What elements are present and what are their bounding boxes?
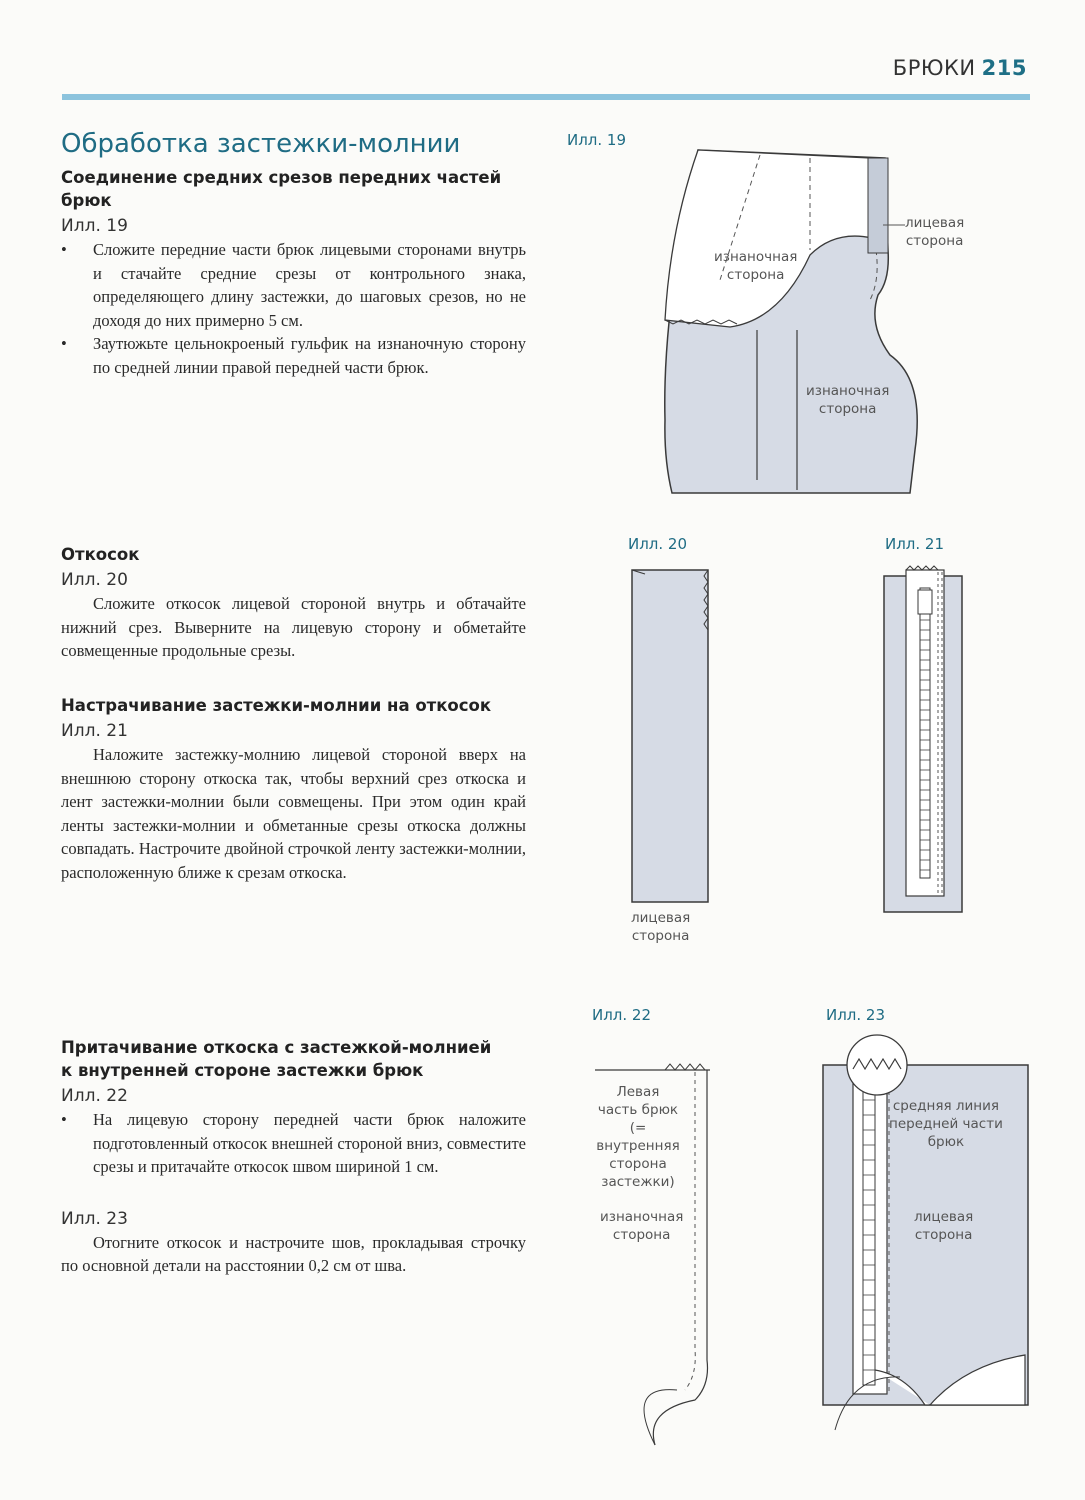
figure-caption: Илл. 22 <box>592 1006 652 1024</box>
label-line: застежки) <box>601 1174 675 1190</box>
figure-caption: Илл. 23 <box>826 1006 886 1024</box>
paragraph: Отогните откосок и настрочите шов, прокладывая строчку по основной детали на расстоянии 0,2 см от шва. <box>61 1232 526 1275</box>
section-heading: Соединение средних срезов передних частей брюк <box>61 168 502 210</box>
figure-label <box>889 1097 1003 1151</box>
label-line: сторона <box>905 233 964 249</box>
label-line: сторона <box>609 1156 667 1172</box>
section-heading: Притачивание откоска с застежкой-молнией <box>61 1038 492 1057</box>
label-line: сторона <box>914 1227 973 1243</box>
ill-ref: Илл. 23 <box>61 1208 128 1229</box>
facing-strip <box>632 570 708 902</box>
bullet-list <box>61 1108 526 1179</box>
label-line: передней части <box>889 1116 1003 1132</box>
bullet-list <box>61 238 526 379</box>
figure-label <box>905 214 964 250</box>
paragraph: Наложите застежку-молнию лицевой стороной вверх на внешнюю сторону откоска так, чтобы верхний срез откоска и лент застежки-молнии были совмещены. При этом один край ленты застежки-молнии и обметанные срезы откоска должны совпадать. Настрочите двойной строчкой ленту застежки-молнии, расположенную ближе к срезам откоска. <box>61 745 526 882</box>
label-line: изнаночная <box>714 249 798 265</box>
label-line: сторона <box>818 401 877 417</box>
label-line: брюк <box>927 1134 965 1150</box>
paragraph: Сложите откосок лицевой стороной внутрь и обтачайте нижний срез. Выверните на лицевую сторону и обметайте совмещенные продольные срезы. <box>61 594 526 660</box>
figure-label <box>714 248 797 284</box>
bullet-item: • Сложите передние части брюк лицевыми сторонами внутрь и стачайте средние срезы от контрольного знака, определяющего длину застежки, до шаговых срезов, но не доходя до них примерно 5 см. <box>61 238 526 332</box>
label-line: лицевая <box>905 215 965 231</box>
figure-label <box>588 1083 688 1191</box>
section-heading: к внутренней стороне застежки брюк <box>61 1061 424 1080</box>
label-line: сторона <box>631 928 690 944</box>
label-line: часть брюк <box>597 1102 679 1118</box>
page-title: Обработка застежки-молнии <box>61 129 461 159</box>
section-name: БРЮКИ <box>892 56 976 80</box>
zipper-teeth <box>920 588 930 878</box>
ill-ref: Илл. 22 <box>61 1086 128 1106</box>
ill-ref: Илл. 20 <box>61 570 128 590</box>
header-rule <box>62 94 1030 100</box>
ill-ref: Илл. 19 <box>61 216 128 236</box>
label-line: сторона <box>612 1227 671 1243</box>
section-seam <box>61 166 526 379</box>
figure-label <box>600 1208 683 1244</box>
page-number: 215 <box>981 56 1027 80</box>
label-line: лицевая <box>914 1209 974 1225</box>
section-heading: Настрачивание застежки-молнии на откосок <box>61 696 492 715</box>
label-line: изнаночная <box>806 383 890 399</box>
ill-ref: Илл. 21 <box>61 721 128 741</box>
section-heading: Откосок <box>61 545 140 564</box>
seam-curve <box>644 1390 677 1445</box>
zipper-slider <box>918 590 932 614</box>
bullet-item: • Заутюжьте цельнокроеный гульфик на изнаночную сторону по средней линии правой передней части брюк. <box>61 332 526 379</box>
label-line: средняя линия <box>892 1098 999 1114</box>
facing-illustration <box>625 560 715 908</box>
section-zipper-stitch <box>61 694 526 884</box>
figure-label <box>806 382 889 418</box>
label-line: сторона <box>726 267 785 283</box>
running-head <box>893 56 1027 80</box>
figure-label <box>914 1208 973 1244</box>
waistband-facing <box>868 158 888 253</box>
figure-label <box>631 909 690 945</box>
trousers-front-illustration <box>640 130 970 500</box>
section-facing <box>61 543 526 663</box>
label-line: лицевая <box>631 910 691 926</box>
label-line: (= внутренняя <box>596 1120 680 1154</box>
overlock-edge <box>665 1064 705 1070</box>
figure-caption: Илл. 19 <box>567 131 627 149</box>
label-line: Левая <box>616 1084 660 1100</box>
label-line: изнаночная <box>600 1209 684 1225</box>
section-attach-facing <box>61 1036 526 1278</box>
bullet-item: • На лицевую сторону передней части брюк наложите подготовленный откосок внешней стороной вниз, совместите срезы и притачайте откосок швом шириной 1 см. <box>61 1108 526 1179</box>
figure-caption: Илл. 21 <box>885 535 945 553</box>
zipper-on-facing-illustration <box>880 560 970 916</box>
figure-caption: Илл. 20 <box>628 535 688 553</box>
